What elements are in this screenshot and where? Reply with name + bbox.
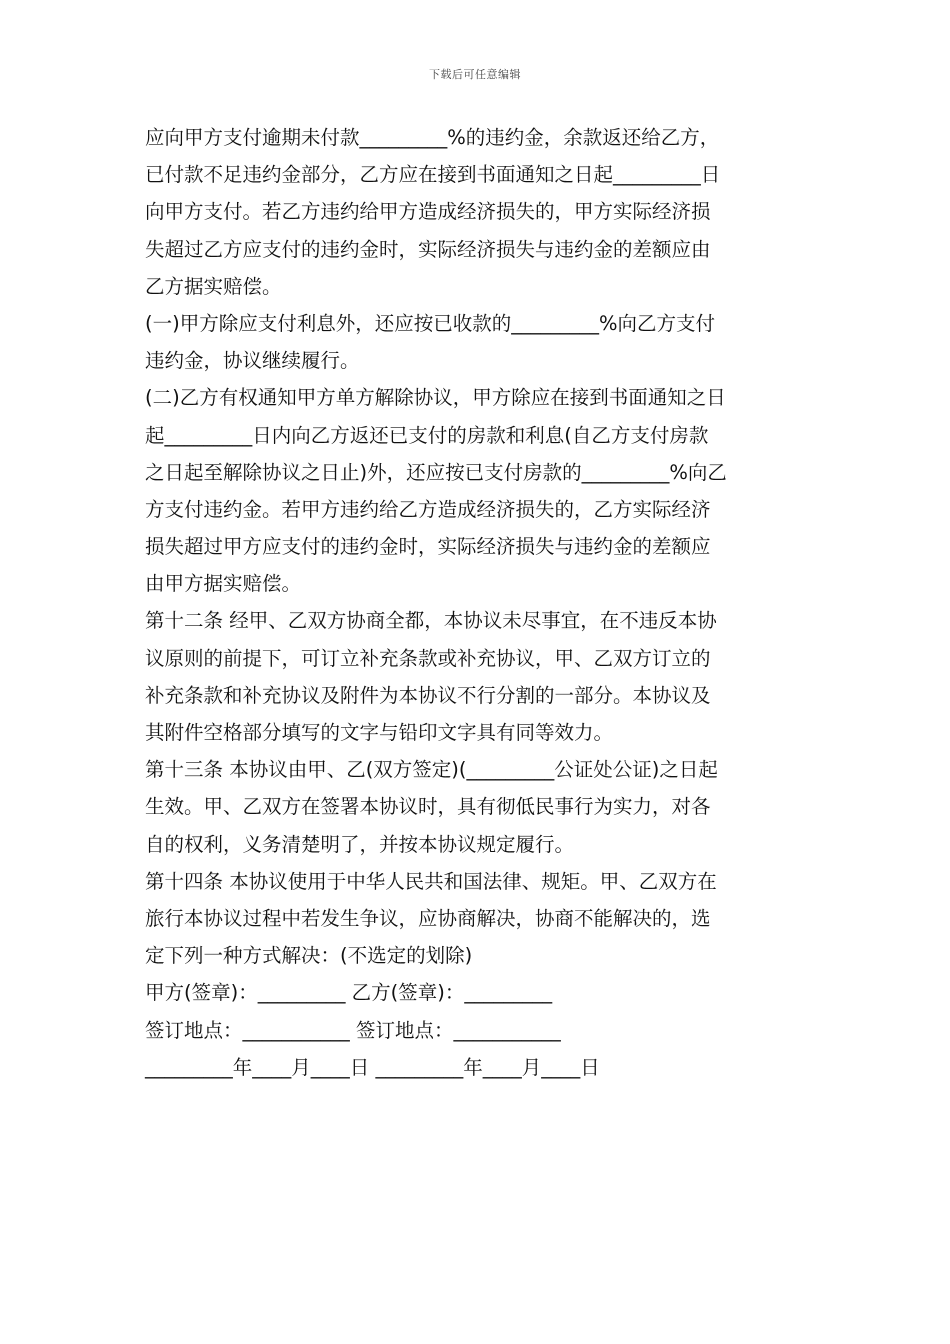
text-line: 起_________日内向乙方返还已支付的房款和利息(自乙方支付房款: [145, 423, 709, 447]
text-line: (一)甲方除应支付利息外，还应按已收款的_________%向乙方支付: [145, 311, 715, 335]
text-line: 向甲方支付。若乙方违约给甲方造成经济损失的，甲方实际经济损: [145, 200, 711, 224]
text-line: 失超过乙方应支付的违约金时，实际经济损失与违约金的差额应由: [145, 237, 711, 261]
text-line: 已付款不足违约金部分，乙方应在接到书面通知之日起_________日: [145, 163, 721, 187]
page-header-note: 下载后可任意编辑: [429, 68, 521, 81]
text-line: (二)乙方有权通知甲方单方解除协议，甲方除应在接到书面通知之日: [145, 386, 726, 410]
text-line: 定下列一种方式解决：(不选定的划除): [145, 944, 473, 968]
article-13-line: 第十三条 本协议由甲、乙(双方签定)(_________公证处公证)之日起: [145, 758, 718, 782]
text-line: 自的权利，义务清楚明了，并按本协议规定履行。: [145, 832, 575, 856]
contract-body: [145, 119, 810, 1086]
text-line: 之日起至解除协议之日止)外，还应按已支付房款的_________%向乙: [145, 460, 727, 484]
text-line: 由甲方据实赔偿。: [145, 572, 302, 596]
text-line: 方支付违约金。若甲方违约给乙方造成经济损失的，乙方实际经济: [145, 497, 711, 521]
text-line: 补充条款和补充协议及附件为本协议不行分割的一部分。本协议及: [145, 683, 711, 707]
text-line: 损失超过甲方应支付的违约金时，实际经济损失与违约金的差额应: [145, 535, 711, 559]
article-12-line: 第十二条 经甲、乙双方协商全都，本协议未尽事宜，在不违反本协: [145, 609, 717, 633]
text-line: 乙方据实赔偿。: [145, 274, 282, 298]
text-line: 应向甲方支付逾期未付款_________%的违约金，余款返还给乙方，: [145, 126, 720, 149]
text-line: 其附件空格部分填写的文字与铅印文字具有同等效力。: [145, 721, 614, 744]
date-line: _________年____月____日 _________年____月____日: [145, 1055, 600, 1079]
text-line: 议原则的前提下，可订立补充条款或补充协议，甲、乙双方订立的: [145, 646, 711, 670]
signing-location-line: 签订地点：___________ 签订地点：___________: [145, 1018, 561, 1042]
signature-line: 甲方(签章)：_________ 乙方(签章)：_________: [145, 981, 553, 1005]
article-14-line: 第十四条 本协议使用于中华人民共和国法律、规矩。甲、乙双方在: [145, 869, 717, 893]
text-line: 生效。甲、乙双方在签署本协议时，具有彻低民事行为实力，对各: [145, 795, 711, 819]
text-line: 旅行本协议过程中若发生争议，应协商解决，协商不能解决的，选: [145, 906, 711, 930]
text-line: 违约金，协议继续履行。: [145, 349, 360, 373]
